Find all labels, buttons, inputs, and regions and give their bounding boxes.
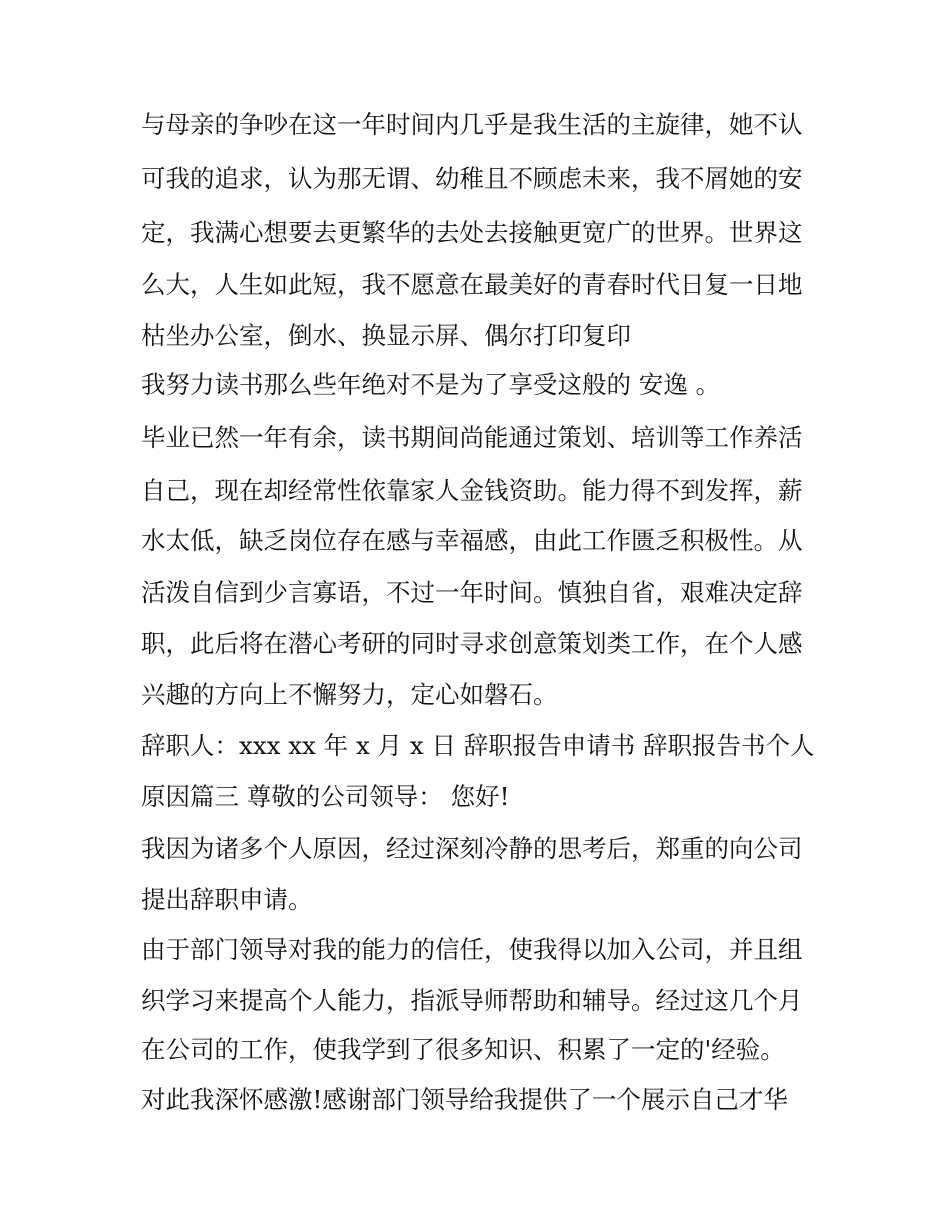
text-line: 么大，人生如此短，我不愿意在最美好的青春时代日复一日地 [141, 270, 803, 299]
text-line: 我因为诸多个人原因，经过深刻冷静的思考后，郑重的向公司 [141, 834, 803, 863]
text-line: 定，我满心想要去更繁华的去处去接触更宽广的世界。世界这 [141, 218, 803, 247]
text-line: 提出辞职申请。 [141, 885, 313, 914]
text-line: 织学习来提高个人能力，指派导师帮助和辅导。经过这几个月 [141, 986, 803, 1015]
text-line: 由于部门领导对我的能力的信任，使我得以加入公司，并且组 [141, 935, 803, 964]
text-line: 枯坐办公室，倒水、换显示屏、偶尔打印复印 [141, 321, 631, 350]
text-line: 辞职人：xxx xx 年 x 月 x 日 辞职报告申请书 辞职报告书个人 [141, 731, 815, 760]
text-line: 与母亲的争吵在这一年时间内几乎是我生活的主旋律，她不认 [141, 110, 803, 139]
text-line: 活泼自信到少言寡语，不过一年时间。慎独自省，艰难决定辞 [141, 578, 803, 607]
text-line: 自己，现在却经常性依靠家人金钱资助。能力得不到发挥，薪 [141, 476, 803, 505]
text-line: 对此我深怀感激!感谢部门领导给我提供了一个展示自己才华 [141, 1085, 788, 1114]
text-line: 我努力读书那么些年绝对不是为了享受这般的 安逸 。 [141, 370, 721, 399]
text-line: 毕业已然一年有余，读书期间尚能通过策划、培训等工作养活 [141, 423, 803, 452]
text-line: 原因篇三 尊敬的公司领导： 您好! [141, 782, 510, 811]
text-line: 职，此后将在潜心考研的同时寻求创意策划类工作，在个人感 [141, 629, 803, 658]
text-line: 在公司的工作，使我学到了很多知识、积累了一定的'经验。 [141, 1035, 785, 1064]
text-line: 可我的追求，认为那无谓、幼稚且不顾虑未来，我不屑她的安 [141, 164, 803, 193]
text-line: 兴趣的方向上不懈努力，定心如磐石。 [141, 680, 558, 709]
text-line: 水太低，缺乏岗位存在感与幸福感，由此工作匮乏积极性。从 [141, 526, 803, 555]
